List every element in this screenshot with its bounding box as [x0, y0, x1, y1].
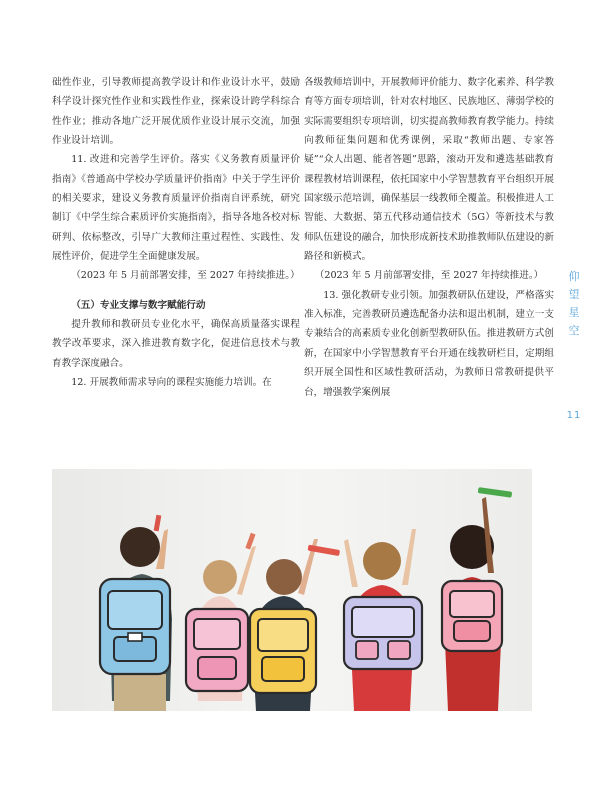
paragraph: 12. 开展教师需求导向的课程实施能力培训。在: [71, 377, 272, 389]
section-side-title: [562, 268, 586, 340]
schedule-note: （2023 年 5 月前部署安排，至 2027 年持续推进。）: [71, 270, 300, 282]
paragraph: 提升教师和教研员专业化水平，确保高质量落实课程教学改革要求，深入推进教育数字化，促进信息技术与教育教学深度融合。: [52, 319, 300, 369]
side-title-char: 星: [568, 306, 580, 319]
section-heading: （五）专业支撑与数字赋能行动: [71, 299, 206, 311]
paragraph: 13. 强化教研专业引领。加强教研队伍建设，严格落实准入标准，完善教研员遴选配备办法和退出机制，建立一支专兼结合的高素质专业化创新型教研队伍。推进教研方式创新，在国家中小学智慧教育平台开通在线教研栏目，定期组织开展全国性和区域性教研活动，为教师日常教研提供平台，增强教学案例展: [304, 289, 554, 398]
paragraph: 础性作业，引导教师提高教学设计和作业设计水平，鼓励科学设计探究性作业和实践性作业，探索设计跨学科综合性作业；推动各地广泛开展优质作业设计展示交流，加强作业设计培训。: [52, 77, 300, 147]
right-text-column: [304, 73, 554, 402]
page-number: 11: [566, 410, 582, 421]
paragraph: 各级教师培训中，开展教师评价能力、数字化素养、科学教育等方面专项培训，针对农村地区、民族地区、薄弱学校的实际需要组织专项培训，切实提高教师教育教学能力。持续向教师征集问题和优秀课例，采取“教师出题、专家答疑”“众人出题、能者答题”思路，滚动开发和遴选基础教育课程教材培训课程，依托国家中小学智慧教育平台组织开展国家级示范培训，确保基层一线教师全覆盖。积极推进人工智能、大数据、第五代移动通信技术（5G）等新技术与教师队伍建设的融合，加快形成新技术助推教师队伍建设的新路径和新模式。: [304, 77, 554, 263]
side-title-char: 仰: [568, 270, 580, 283]
side-title-char: 空: [568, 324, 580, 337]
left-text-column: [52, 73, 300, 393]
paragraph: 11. 改进和完善学生评价。落实《义务教育质量评价指南》《普通高中学校办学质量评价指南》中关于学生评价的相关要求，建设义务教育质量评价指南自评系统，研究制订《中学生综合素质评价实施指南》，指导各地各校对标研判、依标整改，引导广大教师注重过程性、实践性、发展性评价，促进学生全面健康发展。: [52, 154, 300, 263]
side-title-char: 望: [568, 288, 580, 301]
children-backpacks-photo: [52, 469, 532, 711]
schedule-note: （2023 年 5 月前部署安排，至 2027 年持续推进。）: [314, 270, 544, 282]
